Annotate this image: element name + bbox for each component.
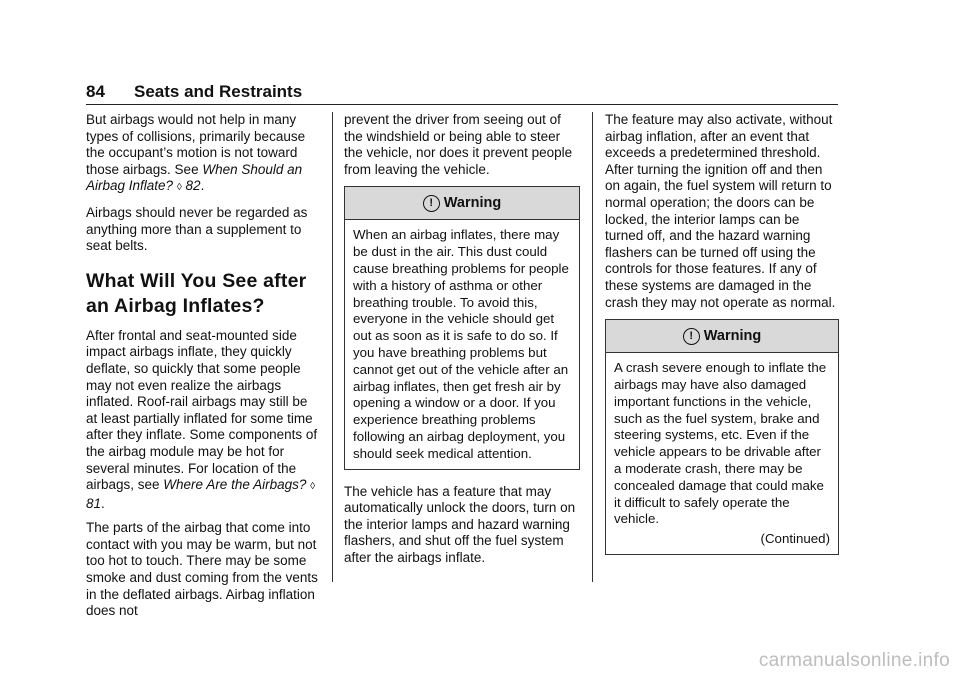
page-ref-number[interactable]: 81 — [86, 495, 102, 511]
page-ref-icon: ◊ — [176, 182, 182, 194]
warning-box — [344, 186, 580, 469]
warning-box — [605, 319, 839, 555]
page-number: 84 — [86, 82, 105, 101]
page-header — [86, 82, 838, 105]
warning-icon: ! — [683, 328, 700, 345]
paragraph — [86, 112, 322, 197]
paragraph: The parts of the airbag that come into contact with you may be warm, but not too hot to touch. There may be some smoke and dust coming from the vents in the deflated airbags. Airbag inflation does not — [86, 520, 318, 619]
warning-header — [606, 320, 838, 353]
paragraph-end: . — [101, 495, 105, 511]
paragraph: Airbags should never be regarded as anything more than a supplement to seat belts. — [86, 204, 308, 254]
continued-label: (Continued) — [760, 531, 830, 547]
cross-reference-link[interactable]: When Should an Airbag Inflate? — [86, 161, 303, 194]
column-left — [86, 112, 322, 628]
paragraph-end: . — [200, 178, 205, 194]
column-divider — [332, 112, 333, 582]
warning-header — [345, 187, 579, 220]
warning-icon: ! — [423, 195, 440, 212]
warning-body: When an airbag inflates, there may be dust in the air. This dust could cause breathing problems for people with a history of asthma or other breathing trouble. To avoid this, everyone in the vehicle should get out as soon as it is safe to do so. If you have breathing problems but cannot get out of the vehicle after an airbag inflates, then get fresh air by opening a window or a door. If you experience breathing problems following an airbag deployment, you should seek medical attention. — [353, 227, 569, 461]
paragraph — [86, 328, 322, 513]
warning-body — [606, 353, 838, 554]
watermark: carmanualsonline.info — [758, 650, 950, 671]
column-right — [605, 112, 839, 569]
page-ref-number[interactable]: 82 — [185, 178, 201, 194]
paragraph: The vehicle has a feature that may automatically unlock the doors, turn on the interior lamps and hazard warning flashers, and shut off the fuel system after the airbags inflate. — [344, 483, 576, 565]
paragraph: prevent the driver from seeing out of the windshield or being able to steer the vehicle, nor does it prevent people from leaving the vehicle. — [344, 112, 573, 177]
warning-text: A crash severe enough to inflate the airbags may have also damaged important functions in the vehicle, such as the fuel system, brake and steering systems, etc. Even if the vehicle appears to be drivable after a moderate crash, there may be concealed damage that could make it difficult to safely operate the vehicle. — [614, 360, 827, 527]
warning-title: Warning — [443, 195, 502, 212]
page-ref-icon: ◊ — [310, 481, 316, 493]
section-title: Seats and Restraints — [134, 82, 303, 101]
section-heading: What Will You See after an Airbag Inflates? — [86, 269, 307, 317]
cross-reference-link[interactable]: Where Are the Airbags? — [163, 477, 307, 493]
paragraph-text: But airbags would not help in many types of collisions, primarily because the occupant’s motion is not toward those airbags. See — [86, 112, 306, 177]
paragraph-text: After frontal and seat-mounted side impact airbags inflate, they quickly deflate, so quickly that some people may not even realize the airbags inflated. Roof-rail airbags may still be at least partially inflated for some time after they inflate. Some components of the airbag module may be hot for several minutes. For location of the airbags, see — [86, 327, 318, 493]
warning-title: Warning — [703, 328, 762, 345]
column-divider — [592, 112, 593, 582]
paragraph: The feature may also activate, without airbag inflation, after an event that exceeds a predetermined threshold. After turning the ignition off and then on again, the fuel system will return to normal operation; the doors can be locked, the interior lamps can be turned off, and the hazard warning flashers can be turned off using the controls for those features. If any of these systems are damaged in the crash they may not operate as normal. — [605, 112, 836, 310]
column-middle — [344, 112, 580, 575]
